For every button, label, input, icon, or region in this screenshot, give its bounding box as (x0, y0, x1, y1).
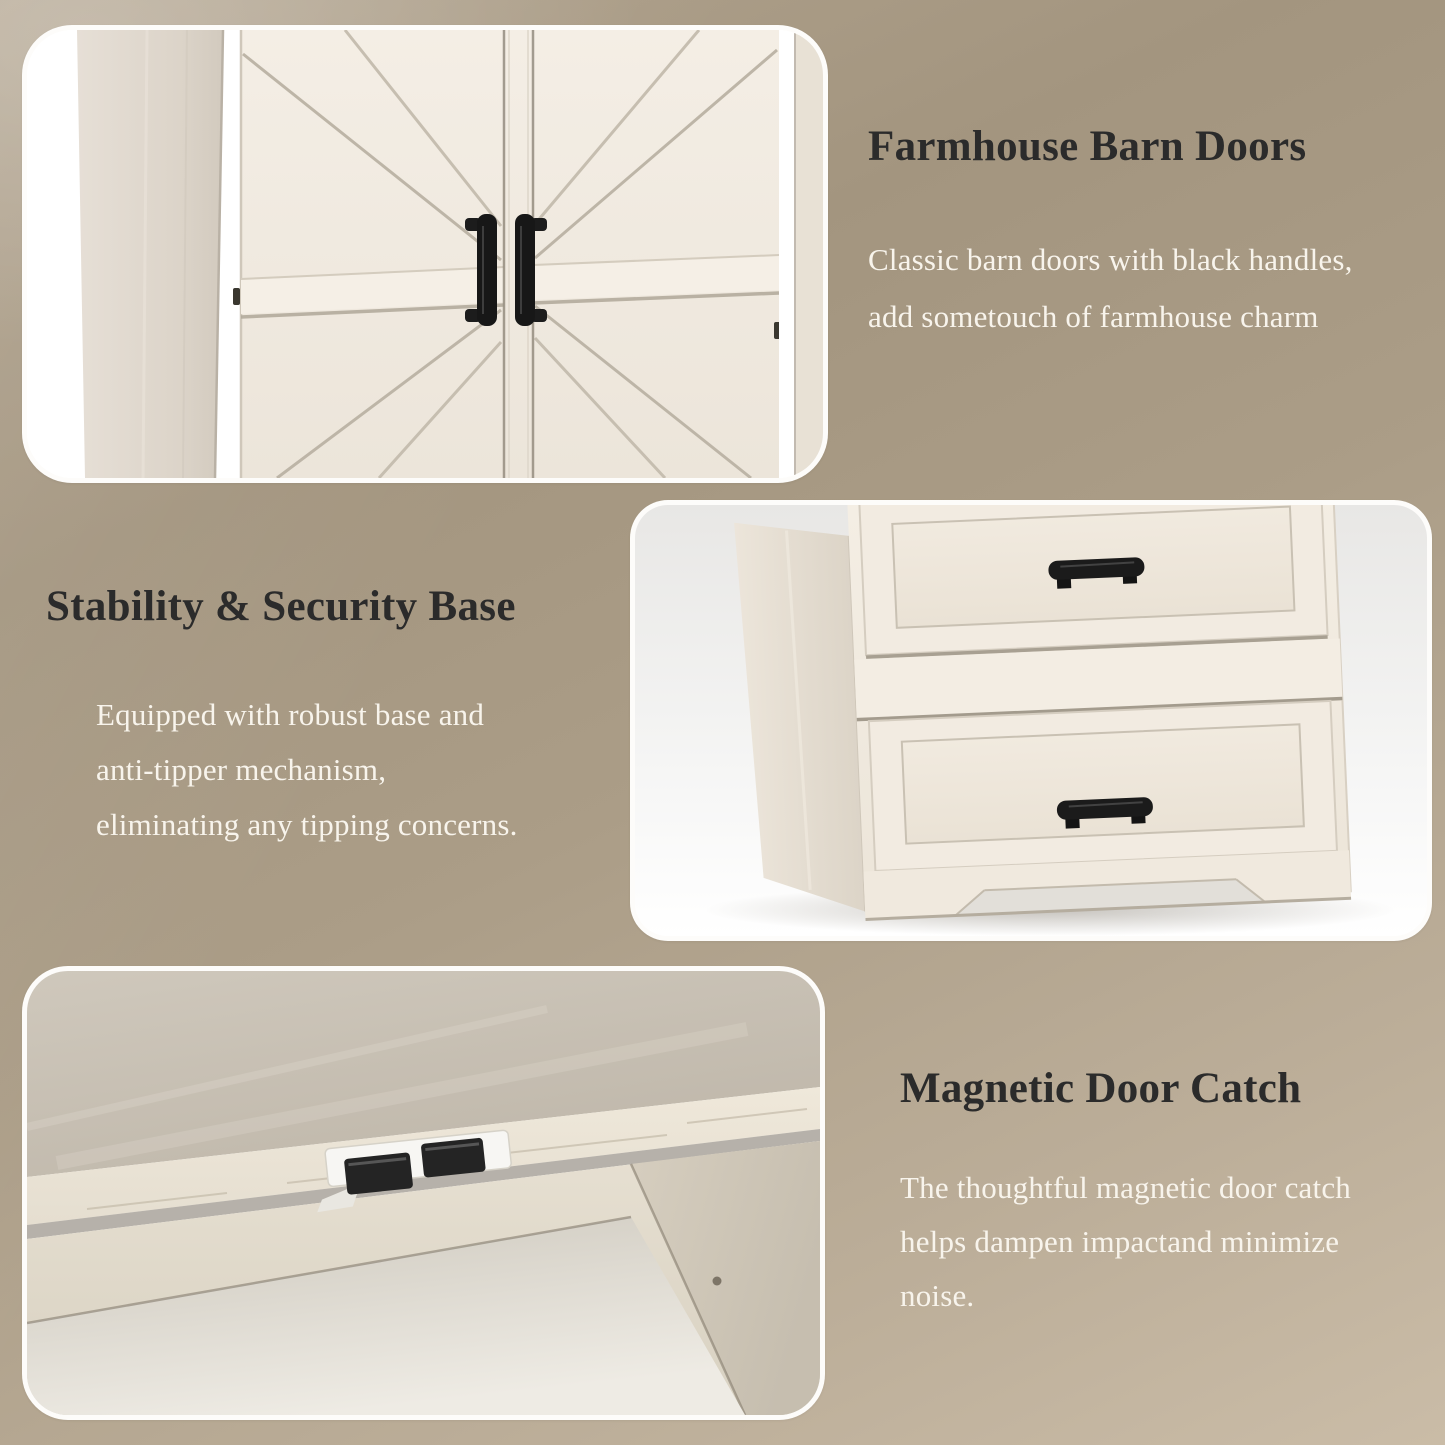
cabinet-side-panel (77, 30, 223, 478)
feature-body-line: Equipped with robust base and (96, 697, 485, 733)
magnetic-catch-photo (27, 971, 820, 1415)
feature-body-line: helps dampen impactand minimize (900, 1224, 1340, 1260)
feature-body-line: add sometouch of farmhouse charm (868, 299, 1319, 335)
feature-block-magnetic-catch (900, 1066, 1351, 1323)
chest-base (733, 505, 1351, 924)
top-drawer (859, 505, 1327, 657)
photo-card-barn-doors (22, 25, 828, 483)
cam-hole (713, 1277, 722, 1286)
feature-body-line: noise. (900, 1278, 975, 1314)
feature-body-line: eliminating any tipping concerns. (96, 807, 518, 843)
cabinet-right-frame (779, 30, 823, 478)
feature-body (900, 1161, 1351, 1323)
feature-block-stability-base (46, 584, 518, 852)
hinge-mark (233, 288, 240, 305)
drawer-base-photo (635, 505, 1427, 936)
feature-title: Stability & Security Base (46, 583, 516, 630)
feature-title: Magnetic Door Catch (900, 1065, 1302, 1112)
barn-doors-photo (27, 30, 823, 478)
feature-body-line: anti-tipper mechanism, (96, 752, 387, 788)
feature-title: Farmhouse Barn Doors (868, 123, 1307, 170)
feature-block-barn-doors (868, 124, 1353, 345)
photo-card-drawer-base (630, 500, 1432, 941)
feature-body-line: The thoughtful magnetic door catch (900, 1170, 1351, 1206)
feature-body (868, 231, 1353, 345)
photo-card-magnetic-catch (22, 966, 825, 1420)
feature-body (96, 687, 518, 852)
feature-body-line: Classic barn doors with black handles, (868, 242, 1353, 278)
bottom-drawer (869, 701, 1337, 871)
barn-doors (233, 30, 781, 478)
